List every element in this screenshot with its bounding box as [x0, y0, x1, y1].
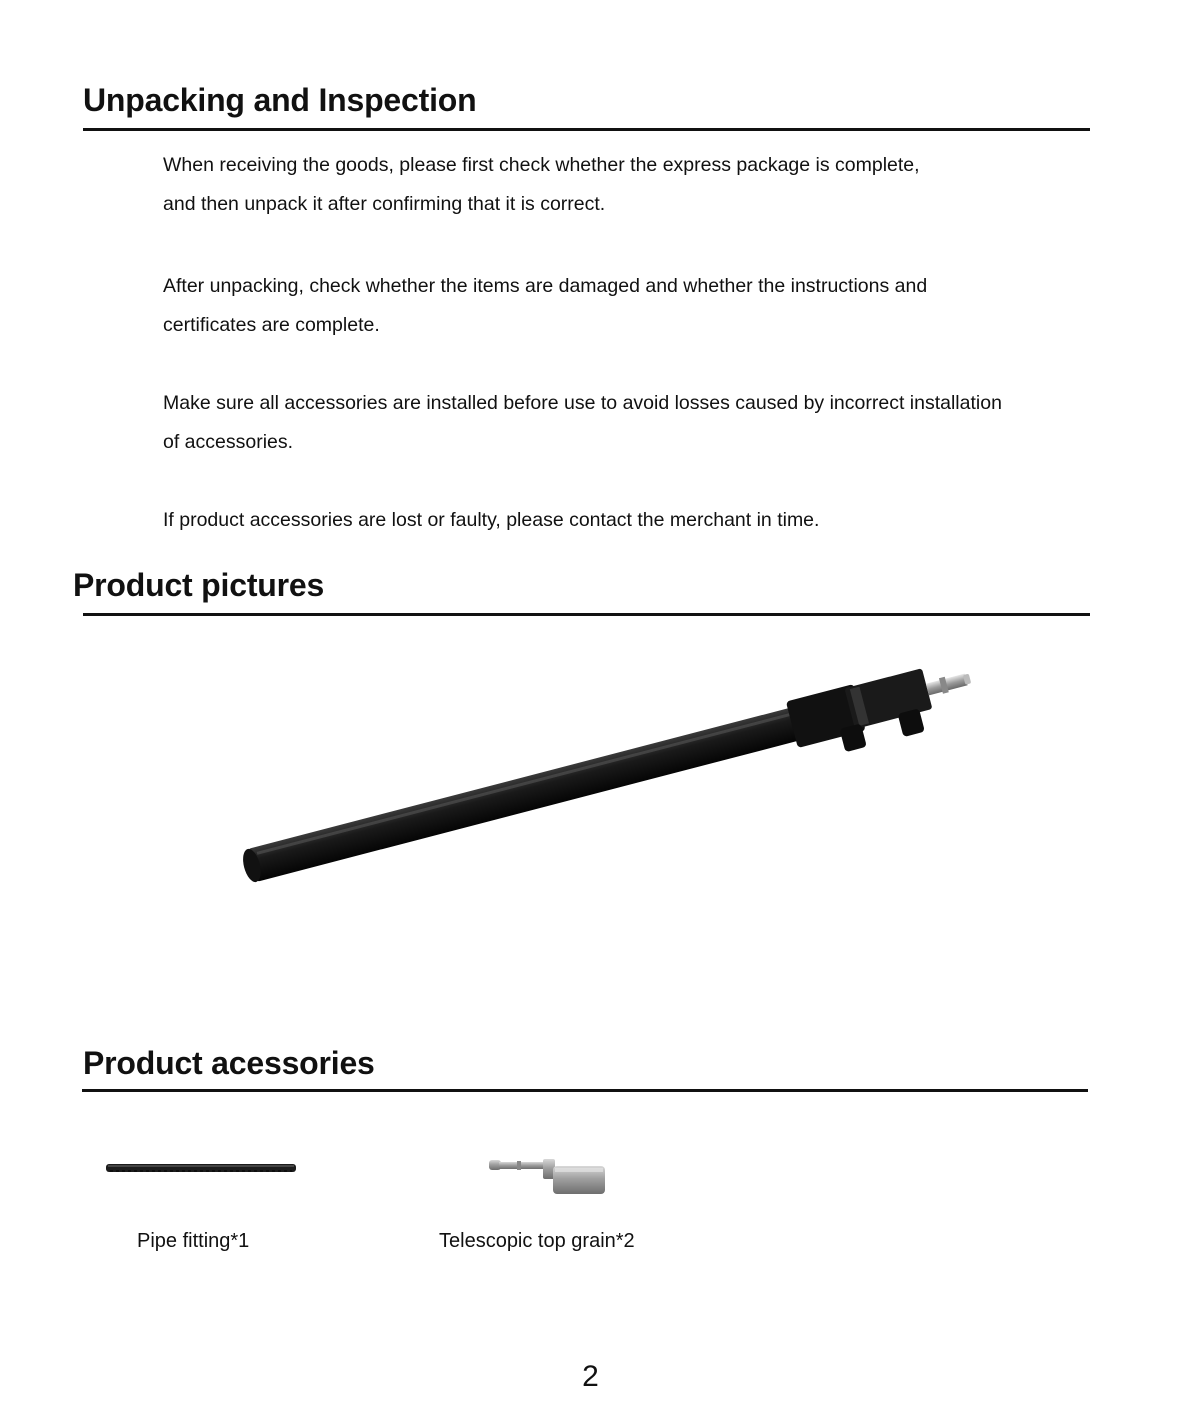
accessory-caption-top-grain: Telescopic top grain*2 [439, 1230, 635, 1252]
top-grain-image [485, 1152, 615, 1202]
paragraph-line: If product accessories are lost or faulty, please contact the merchant in time. [163, 509, 820, 531]
accessory-caption-pipe-fitting: Pipe fitting*1 [137, 1230, 250, 1252]
paragraph-line: Make sure all accessories are installed before use to avoid losses caused by incorrect installation [163, 392, 1002, 414]
paragraph-line: certificates are complete. [163, 314, 380, 336]
page-number: 2 [582, 1360, 599, 1393]
heading-product-pictures: Product pictures [73, 567, 325, 603]
heading-rule [82, 1089, 1088, 1092]
paragraph-line: and then unpack it after confirming that it is correct. [163, 193, 606, 215]
paragraph-line: of accessories. [163, 431, 294, 453]
heading-unpacking: Unpacking and Inspection [83, 82, 477, 118]
pipe-fitting-image [100, 1155, 300, 1185]
paragraph-line: When receiving the goods, please first check whether the express package is complete, [163, 154, 920, 176]
heading-product-accessories: Product acessories [83, 1045, 375, 1081]
paragraph-line: After unpacking, check whether the items are damaged and whether the instructions and [163, 275, 928, 297]
